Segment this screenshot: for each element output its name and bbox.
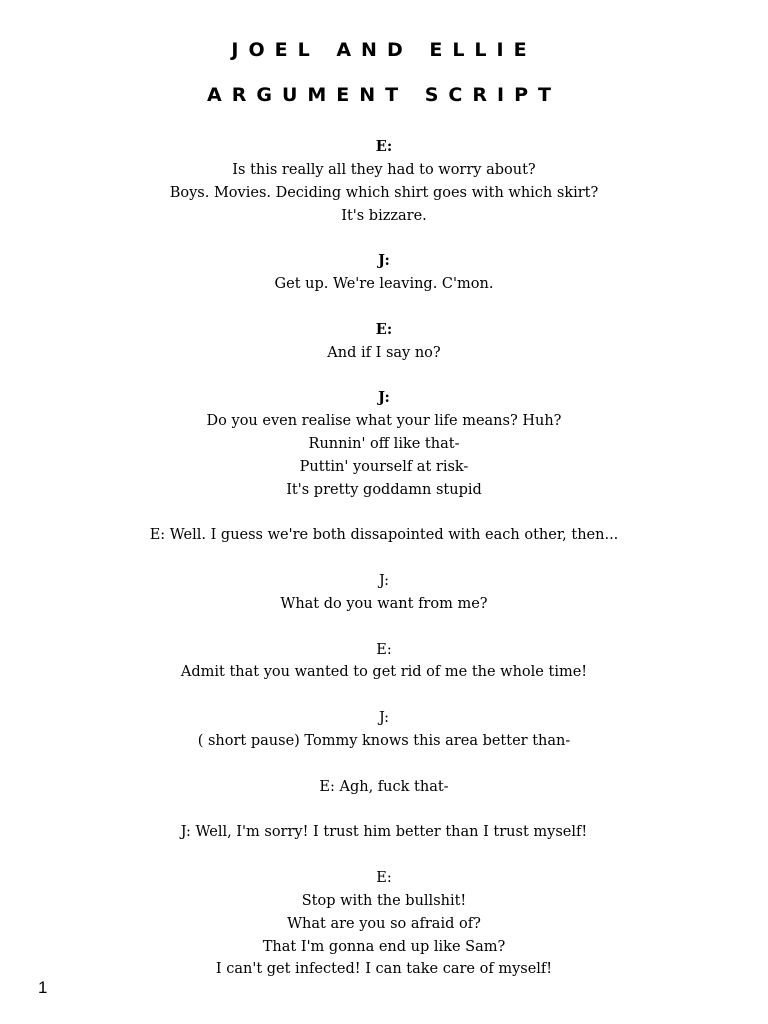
speaker-label: J:	[378, 710, 390, 727]
speaker-label: J:	[378, 389, 390, 407]
dialogue-line: I can't get infected! I can take care of myself!	[215, 961, 553, 978]
page-number: 1	[38, 978, 48, 997]
speaker-label: E:	[376, 870, 392, 886]
script-body	[0, 136, 768, 981]
blank-line	[0, 798, 768, 821]
dialogue-line: E: Well. I guess we're both dissapointed with each other, then...	[149, 527, 619, 544]
blank-line	[0, 684, 768, 707]
blank-line	[0, 364, 768, 387]
dialogue-line: J: Well, I'm sorry! I trust him better than I trust myself!	[180, 824, 588, 841]
dialogue-line: What are you so afraid of?	[287, 915, 481, 932]
dialogue-line: And if I say no?	[327, 344, 441, 361]
dialogue-line: That I'm gonna end up like Sam?	[262, 938, 506, 955]
blank-line	[0, 227, 768, 250]
dialogue-line: It's bizzare.	[341, 207, 427, 224]
dialogue-line: Do you even realise what your life means? Huh?	[206, 413, 562, 430]
blank-line	[0, 844, 768, 867]
speaker-label: J:	[378, 252, 390, 270]
dialogue-line: ( short pause) Tommy knows this area better than-	[197, 732, 571, 749]
blank-line	[0, 296, 768, 319]
blank-line	[0, 502, 768, 525]
document-title-line-2: ARGUMENT SCRIPT	[207, 84, 561, 106]
dialogue-line: Is this really all they had to worry about?	[232, 161, 536, 178]
speaker-label: E:	[375, 320, 393, 338]
speaker-label: E:	[376, 641, 392, 658]
dialogue-line: Admit that you wanted to get rid of me the whole time!	[180, 664, 588, 681]
blank-line	[0, 547, 768, 570]
dialogue-line: What do you want from me?	[280, 595, 488, 612]
blank-line	[0, 753, 768, 776]
dialogue-line: Runnin' off like that-	[308, 435, 460, 452]
speaker-label: E:	[375, 138, 393, 155]
blank-line	[0, 616, 768, 639]
dialogue-line: E: Agh, fuck that-	[319, 778, 449, 795]
dialogue-line: Stop with the bullshit!	[301, 892, 467, 909]
dialogue-line: Boys. Movies. Deciding which shirt goes with which skirt?	[169, 184, 599, 201]
dialogue-line: Puttin' yourself at risk-	[299, 458, 469, 475]
document-title-line-1: JOEL AND ELLIE	[231, 39, 537, 61]
dialogue-line: It's pretty goddamn stupid	[286, 481, 482, 498]
dialogue-line: Get up. We're leaving. C'mon.	[274, 276, 494, 293]
speaker-label: J:	[378, 573, 390, 590]
